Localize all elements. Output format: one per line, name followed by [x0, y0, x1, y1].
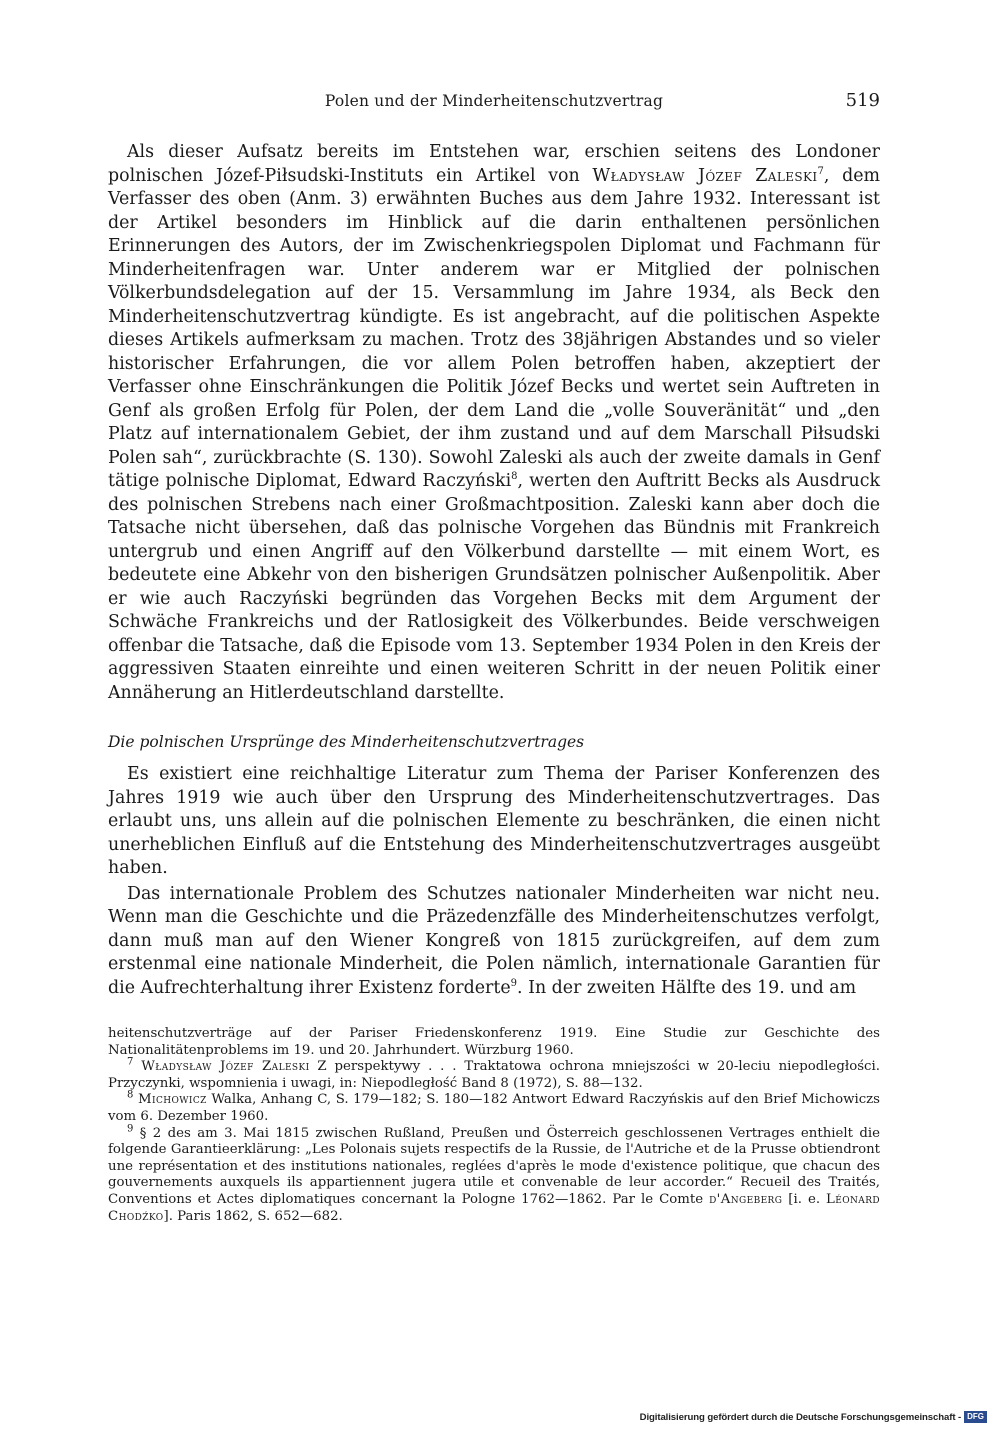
- paragraph-text: , werten den Auftritt Becks als Ausdruck des polnischen Strebens nach einer Großmachtposition. Zaleski kann aber doch die Tatsache nicht übersehen, daß das polnische Vorgehen das Bündnis mit Frankreich untergrub und einen Angriff auf den Völkerbund darstellte — mit einem Wort, es bedeutete eine Abkehr von den bisherigen Grundsätzen polnischer Außenpolitik. Aber er wie auch Raczyński begründen das Vorgehen Becks mit dem Argument der Schwäche Frankreichs und der Ratlosigkeit des Völkerbundes. Beide verschweigen offenbar die Tatsache, daß die Episode vom 13. September 1934 Polen in den Kreis der aggressiven Staaten einreihte und einen weiteren Schritt in der neuen Politik einer Annäherung an Hitlerdeutschland darstellte.: [108, 471, 880, 703]
- footnote-text: Z perspektywy . . . Traktatowa ochrona mniejszości w 20-leciu niepodległości. Przyczynki, wspomnienia i uwagi, in: Niepodległość Band 8 (1972), S. 88—132.: [108, 1059, 880, 1091]
- section-heading: Die polnischen Ursprünge des Minderheitenschutzvertrages: [108, 733, 585, 751]
- paragraph-zaleski: [108, 141, 880, 705]
- footnote-text: ]. Paris 1862, S. 652—682.: [163, 1208, 343, 1224]
- dfg-credit-text: Digitalisierung gefördert durch die Deutsche Forschungsgemeinschaft -: [639, 1411, 962, 1423]
- footnote-text: Walka, Anhang C, S. 179—182; S. 180—182 Antwort Edward Raczyńskis auf den Brief Michowiczs vom 6. Dezember 1960.: [108, 1092, 880, 1124]
- paragraph-text: Das internationale Problem des Schutzes nationaler Minderheiten war nicht neu. Wenn man die Geschichte und die Präzedenzfälle des Minderheitenschutzes verfolgt, dann muß man auf den Wiener Kongreß von 1815 zurückgreifen, auf dem zum erstenmal eine nationale Minderheit, die Polen nämlich, internationale Garantien für die Aufrechterhaltung ihrer Existenz forderte: [108, 883, 880, 998]
- paragraph-literature: Es existiert eine reichhaltige Literatur zum Thema der Pariser Konferenzen des Jahres 1919 wie auch über den Ursprung des Minderheitenschutzvertrages. Das erlaubt uns, uns allein auf die polnischen Elemente zu beschränken, die einen nicht unerheblichen Einfluß auf die Entstehung des Minderheitenschutzvertrages ausgeübt haben.: [108, 764, 880, 878]
- footnote-7: [108, 1056, 880, 1092]
- dfg-logo: DFG: [964, 1411, 987, 1423]
- footnote-number: 8: [127, 1089, 134, 1101]
- footnote-text: [i. e.: [782, 1191, 827, 1207]
- dfg-credit: [640, 1410, 987, 1424]
- footnotes: [108, 1026, 880, 1225]
- footnote-author: Władysław Józef Zaleski: [141, 1059, 310, 1075]
- section-text-block: [108, 763, 880, 1000]
- footnote-number: 9: [127, 1123, 134, 1135]
- paragraph-text: Als dieser Aufsatz bereits im Entstehen war, erschien seitens des Londoner polnischen Józef-Piłsudski-Instituts ein Artikel von: [108, 142, 880, 186]
- footnote-8: [108, 1089, 880, 1125]
- paragraph-minority-problem: [108, 883, 880, 1001]
- footnote-number: 7: [127, 1056, 134, 1068]
- footnote-ref-7: 7: [817, 165, 824, 177]
- footnote-ref-8: 8: [511, 471, 518, 483]
- paragraph-text: . In der zweiten Hälfte des 19. und am: [517, 977, 857, 998]
- footnote-continuation: heitenschutzverträge auf der Pariser Friedenskonferenz 1919. Eine Studie zur Geschichte des Nationalitätenproblems im 19. und 20. Jahrhundert. Würzburg 1960.: [108, 1026, 880, 1058]
- page-header: [108, 92, 880, 116]
- footnote-ref-9: 9: [510, 977, 518, 989]
- main-text-block: [108, 141, 880, 705]
- paragraph-text: , dem Verfasser des oben (Anm. 3) erwähnten Buches aus dem Jahre 1932. Interessant ist der Artikel besonders im Hinblick auf die darin enthaltenen persönlichen Erinnerungen des Autors, der im Zwischenkriegspolen Diplomat und Fachmann für Minderheitenfragen war. Unter anderem war er Mitglied der polnischen Völkerbundsdelegation auf der 15. Versammlung im Jahre 1934, als Beck den Minderheitenschutzvertrag kündigte. Es ist angebracht, auf die politischen Aspekte dieses Artikels aufmerksam zu machen. Trotz des 38jährigen Abstandes und so vieler historischer Erfahrungen, die vor allem Polen betroffen haben, akzeptiert der Verfasser ohne Einschränkungen die Politik Józef Becks und wertet sein Auftreten in Genf als großen Erfolg für Polen, der dem Land die „volle Souveränität“ und „den Platz auf internationalem Gebiet, der ihm zustand und auf dem Marschall Piłsudski Polen sah“, zurückbrachte (S. 130). Sowohl Zaleski als auch der zweite damals in Genf tätige polnische Diplomat, Edward Raczyński: [108, 165, 880, 491]
- footnote-text: § 2 des am 3. Mai 1815 zwischen Rußland, Preußen und Österreich geschlossenen Vertrages enthielt die folgende Garantieerklärung: „Les Polonais sujets respectifs de la Russie, de l'Autriche et de la Prusse obtiendront une représentation et des institutions nationales, reglées d'après le mode d'existence politique, que chacun des gouvernements auxquels ils appartiennent jugera utile et convenable de leur accorder.“ Recueil des Traités, Conventions et Actes diplomatiques concernant la Pologne 1762—1862. Par le Comte: [108, 1125, 880, 1207]
- running-title: Polen und der Minderheitenschutzvertrag: [324, 92, 664, 110]
- page-number: 519: [845, 90, 880, 111]
- footnote-9: [108, 1123, 880, 1226]
- author-name: Władysław Józef Zaleski: [592, 165, 818, 186]
- footnote-author: d'Angeberg: [709, 1191, 783, 1207]
- footnote-author: Léonard Chodźko: [108, 1191, 880, 1224]
- footnote-author: Michowicz: [137, 1092, 207, 1108]
